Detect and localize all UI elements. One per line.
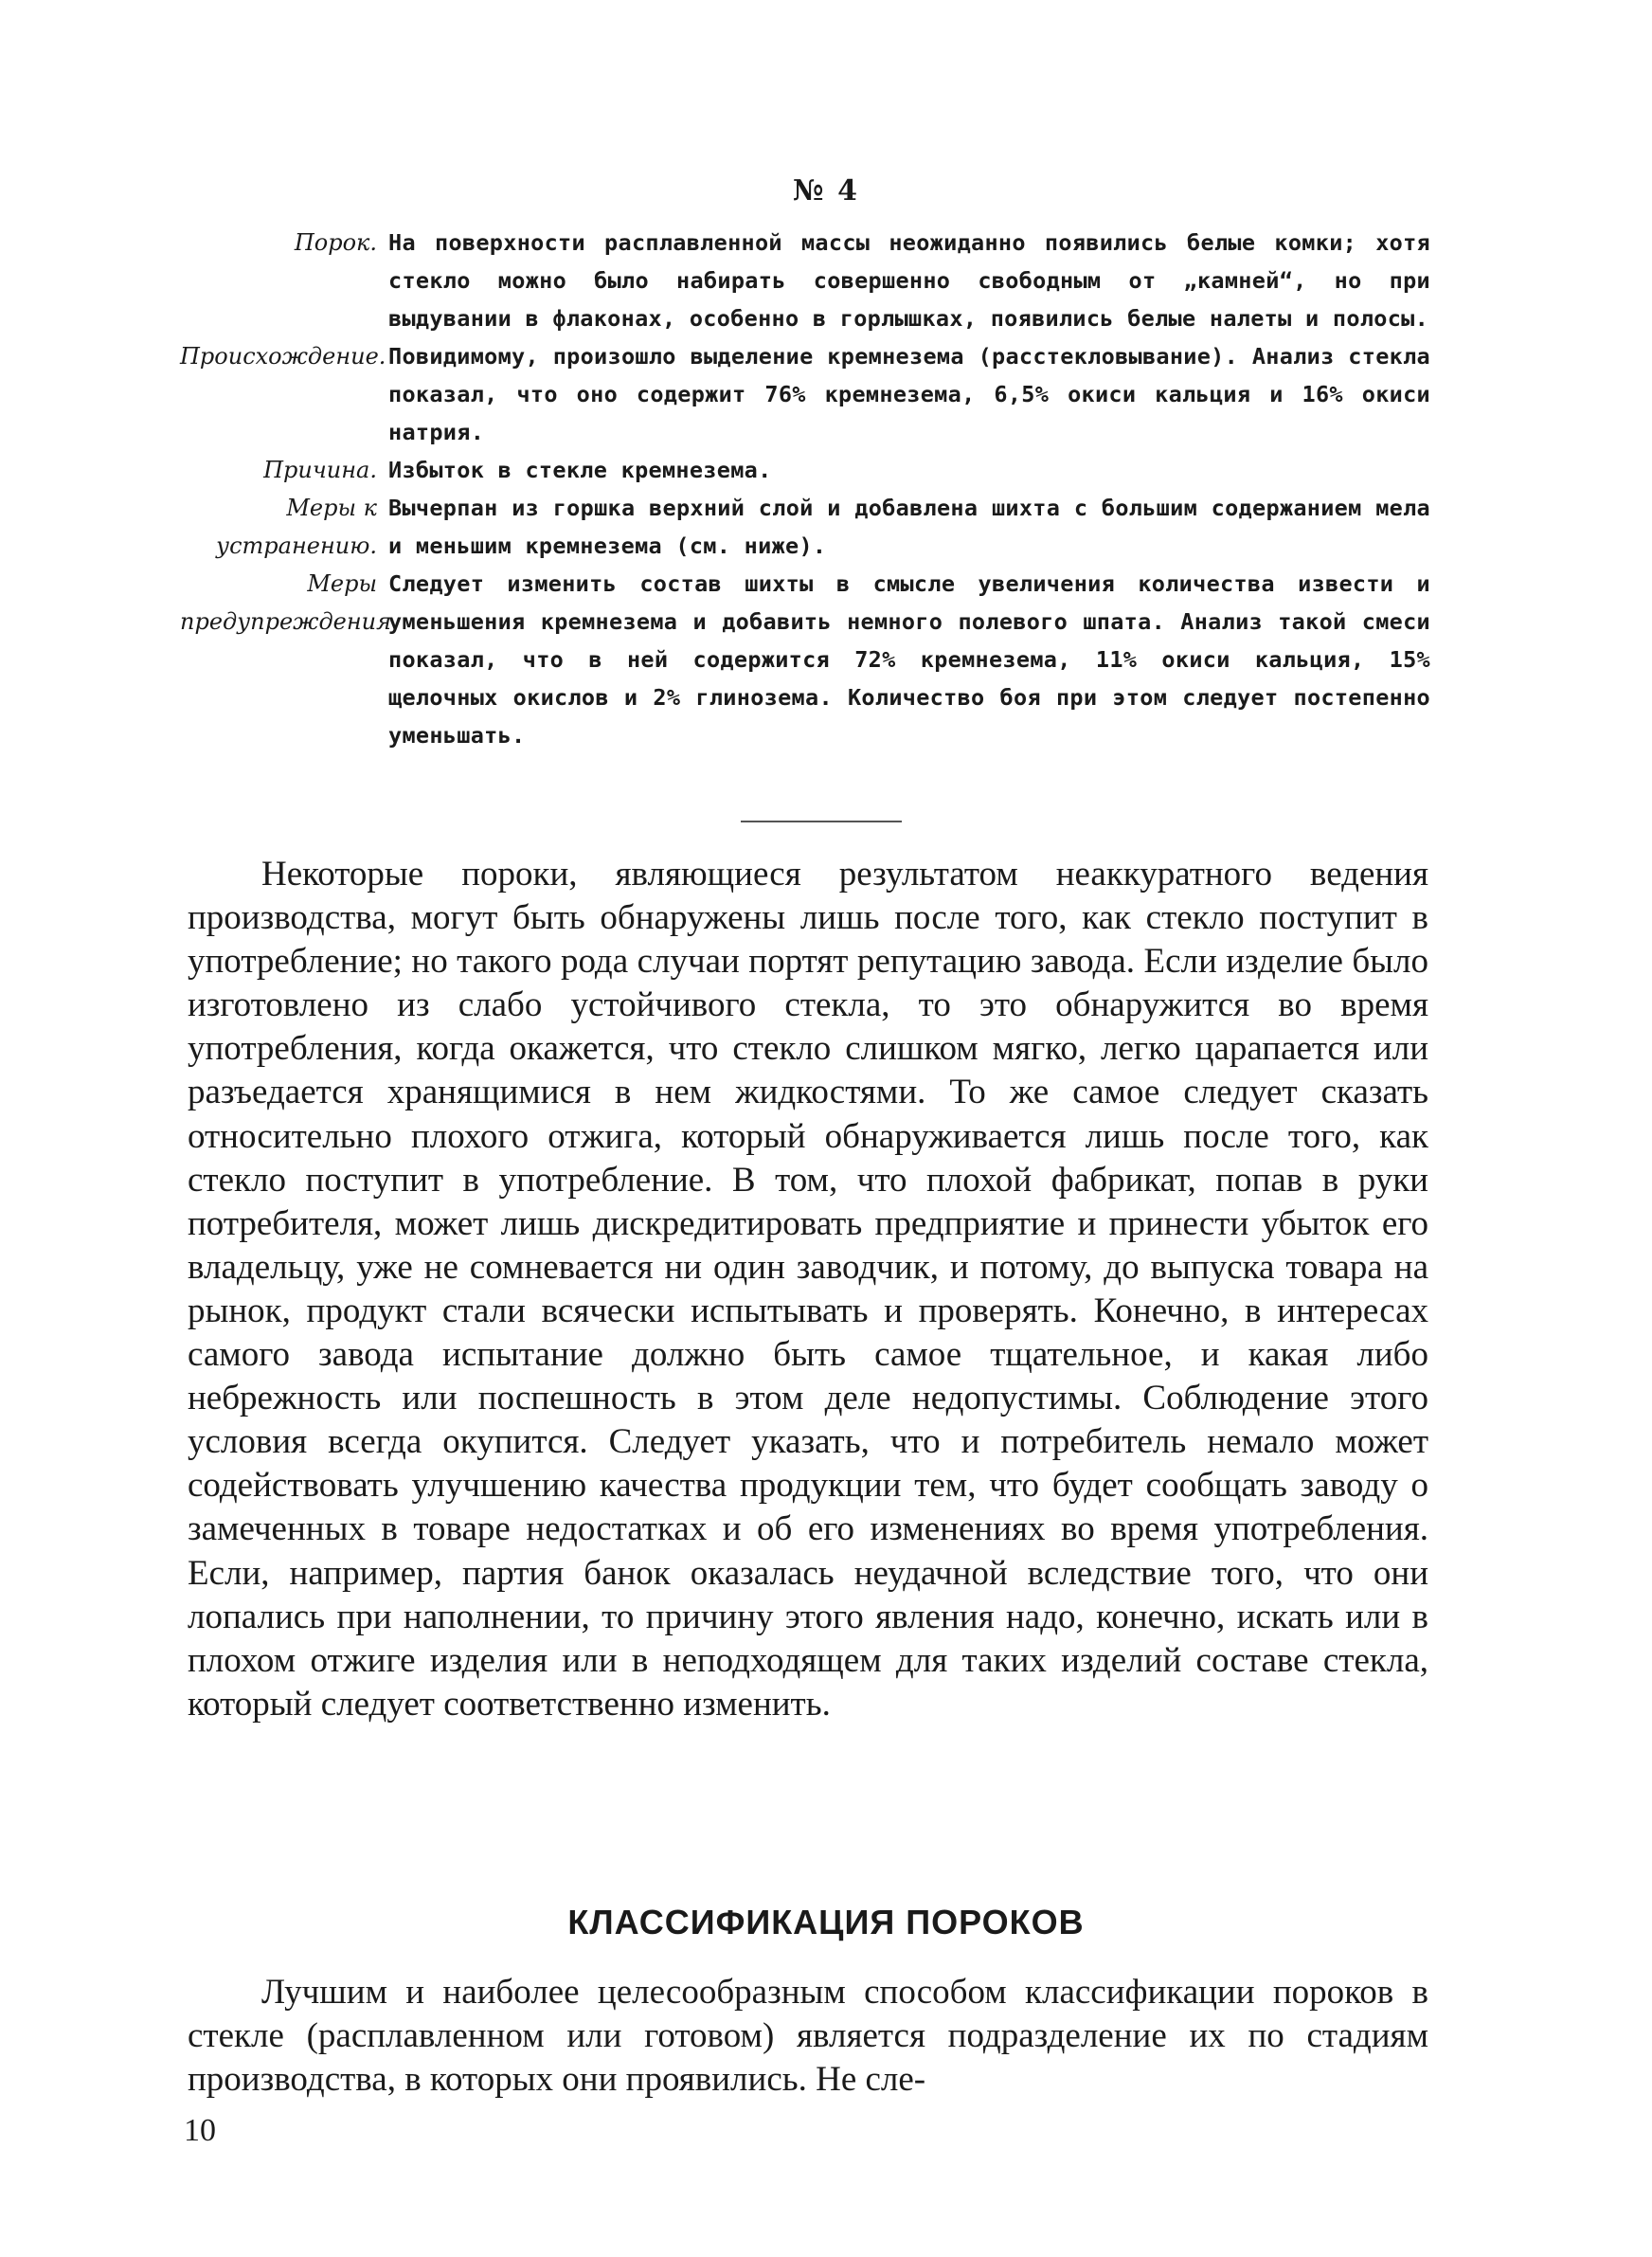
entry-text-remedy: Вычерпан из горшка верхний слой и добавлена шихта с большим содержанием мела и меньшим кремнезема (см. ниже).	[388, 495, 1430, 559]
body-paragraph-1: Некоторые пороки, являющиеся результатом неаккуратного ведения производства, могут быть обнаружены лишь после того, как стекло поступит в употребление; но такого рода случаи портят репутацию завода. Если изделие было изготовлено из слабо устойчивого стекла, то это обнаружится во время употребления, когда окажется, что стекло слишком мягко, легко царапается или разъедается хранящимися в нем жидкостями. То же самое следует сказать относительно плохого отжига, который обнаруживается лишь после того, как стекло поступит в употребление. В том, что плохой фабрикат, попав в руки потребителя, может лишь дискредитировать предприятие и принести убыток его владельцу, уже не сомневается ни один заводчик, и потому, до выпуска товара на рынок, продукт стали всячески испытывать и проверять. Конечно, в интересах самого завода испытание должно быть самое тщательное, и какая либо небрежность или поспешность в этом деле недопустимы. Соблюдение этого условия всегда окупится. Следует указать, что и потребитель немало может содействовать улучшению качества продукции тем, что будет сообщать заводу о замеченных в товаре недостатках и об его изменениях во время употребления. Если, например, партия банок оказалась неудачной вследствие того, что они лопались при наполнении, то причину этого явления надо, конечно, искать или в плохом отжиге изделия или в неподходящем для таких изделий составе стекла, который следует соответственно изменить.	[188, 855, 1428, 1724]
entry-row-origin	[180, 337, 1430, 451]
entry-text-prevention: Следует изменить состав шихты в смысле увеличения количества извести и уменьшения кремнезема и добавить немного полевого шпата. Анализ такой смеси показал, что в ней содержится 72% кремнезема, 11% окиси кальция, 15% щелочных окислов и 2% глинозема. Количество боя при этом следует постепенно уменьшать.	[388, 570, 1430, 749]
body-paragraph-2: Лучшим и наиболее целесообразным способом классификации пороков в стекле (расплавленном или готовом) является подразделение их по стадиям производства, в которых они проявились. Не сле-	[188, 1973, 1428, 2100]
section-heading: КЛАССИФИКАЦИЯ ПОРОКОВ	[567, 1903, 1085, 1941]
entry-text-origin: Повидимому, произошло выделение кремнезема (расстекловывание). Анализ стекла показал, что оно содержит 76% кремнезема, 6,5% окиси кальция и 16% окиси натрия.	[388, 343, 1430, 445]
entry-label-cause: Причина.	[263, 457, 377, 483]
entry-text-cause: Избыток в стекле кремнезема.	[388, 457, 772, 483]
entry-label-remedy: Меры к устранению.	[216, 495, 377, 559]
entry-row-prevention	[180, 565, 1430, 754]
entry-number: № 4	[793, 174, 859, 208]
entry-row-remedy	[180, 489, 1430, 565]
entry-label-prevention: Меры предупреждения.	[180, 570, 399, 635]
entry-label-origin: Происхождение.	[180, 343, 386, 370]
entry-text-defect: На поверхности расплавленной массы неожиданно появились белые комки; хотя стекло можно было набирать совершенно свободным от „камней“, но при выдувании в флаконах, особенно в горлышках, появились белые налеты и полосы.	[388, 229, 1430, 332]
page-number: 10	[184, 2113, 216, 2148]
defect-entry-table	[180, 224, 1430, 754]
entry-row-cause	[180, 451, 1430, 489]
entry-row-defect	[180, 224, 1430, 337]
separator-rule	[741, 821, 902, 822]
entry-label-defect: Порок.	[294, 229, 377, 256]
